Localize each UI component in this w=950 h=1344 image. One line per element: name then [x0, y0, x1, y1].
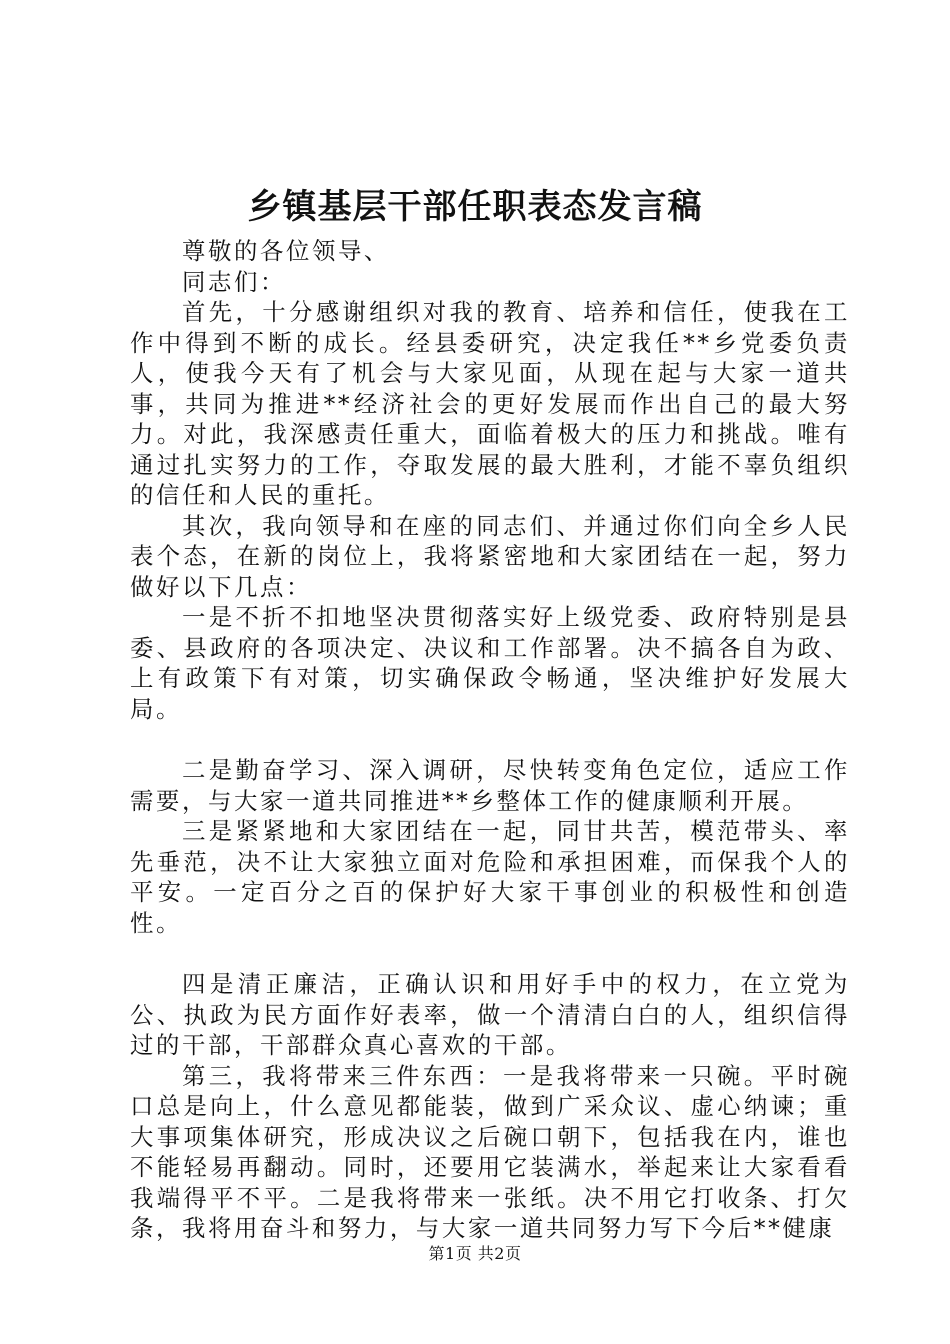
paragraph-three-things: 第三，我将带来三件东西：一是我将带来一只碗。平时碗口总是向上，什么意见都能装，做到广采众议、虚心纳谏；重大事项集体研究，形成决议之后碗口朝下，包括我在内，谁也不能轻易再翻动。同时，还要用它装满水，举起来让大家看看我端得平不平。二是我将带来一张纸。决不用它打收条、打欠条，我将用奋斗和努力，与大家一道共同努力写下今后**健康 — [130, 1061, 850, 1242]
page-number-footer: 第1页 共2页 — [428, 1244, 522, 1263]
paragraph-salutation-2: 同志们： — [182, 267, 286, 296]
document-title: 乡镇基层干部任职表态发言稿 — [247, 187, 703, 227]
paragraph-point-one: 一是不折不扣地坚决贯彻落实好上级党委、政府特别是县委、县政府的各项决定、决议和工作部署。决不搞各自为政、上有政策下有对策，切实确保政令畅通，坚决维护好发展大局。 — [130, 603, 850, 723]
document-body — [130, 236, 850, 1244]
paragraph-salutation-1: 尊敬的各位领导、 — [182, 237, 390, 265]
paragraph-point-two: 二是勤奋学习、深入调研，尽快转变角色定位，适应工作需要，与大家一道共同推进**乡整体工作的健康顺利开展。 — [130, 756, 850, 815]
paragraph-commitment-intro: 其次，我向领导和在座的同志们、并通过你们向全乡人民表个态，在新的岗位上，我将紧密地和大家团结在一起，努力做好以下几点： — [130, 511, 850, 601]
paragraph-point-three: 三是紧紧地和大家团结在一起，同甘共苦，模范带头、率先垂范，决不让大家独立面对危险和承担困难，而保我个人的平安。一定百分之百的保护好大家干事创业的积极性和创造性。 — [130, 817, 850, 937]
paragraph-point-four: 四是清正廉洁，正确认识和用好手中的权力，在立党为公、执政为民方面作好表率，做一个清清白白的人，组织信得过的干部，干部群众真心喜欢的干部。 — [130, 970, 850, 1059]
paragraph-gratitude: 首先，十分感谢组织对我的教育、培养和信任，使我在工作中得到不断的成长。经县委研究，决定我任**乡党委负责人，使我今天有了机会与大家见面，从现在起与大家一道共事，共同为推进**经济社会的更好发展而作出自己的最大努力。对此，我深感责任重大，面临着极大的压力和挑战。唯有通过扎实努力的工作，夺取发展的最大胜利，才能不辜负组织的信任和人民的重托。 — [130, 298, 850, 509]
